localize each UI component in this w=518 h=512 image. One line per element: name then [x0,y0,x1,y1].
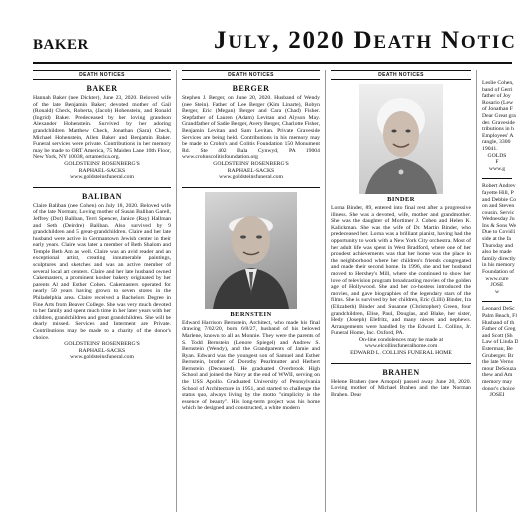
notice-text: thew and Am [482,372,513,379]
section-tag: DEATH NOTICES [33,70,171,80]
notice-desouza [482,306,518,399]
notice-text: Leonard DeSc [482,306,515,313]
notice-separator [482,178,512,179]
notice-text: rangle, 3300 [482,139,511,146]
notice-text: Esterman, Be [482,345,513,352]
notice-name: BRAHEN [382,367,420,377]
notice-text: Law of Linda D [482,339,518,346]
notice-text: donor's choice [482,385,515,392]
funeral-home: RAPHAEL-SACKS [78,167,126,174]
column-divider [476,70,477,512]
notice-text: mour DeSouza [482,365,516,372]
funeral-home-url: www.elcollinsfuneralhome.com [364,343,438,350]
funeral-home: F [495,159,499,166]
column-4 [482,70,518,512]
notice-text: and Scott (Sh [482,332,513,339]
notice-text: Ins & Sons We [482,222,517,229]
notice-text: Thursday and [482,242,514,249]
notice-text: Wednesday Ju [482,216,515,223]
notice-text: tributions in h [482,126,514,133]
notice-name: BALIBAN [82,191,122,201]
funeral-home-url: www.goldsteinsfuneral.com [70,174,134,181]
notice-separator [33,187,171,188]
notice-brahen [331,368,471,399]
photo-caption: BINDER [387,196,415,203]
notice-text: the late Verno [482,359,514,366]
notice-text: Robert Andrev [482,183,516,190]
notice-text: Helene Brahen (nee Arnopol) passed away June 20, 2020. Loving mother of Michael Brahen and the late Norman Brahen. Dear [331,378,471,398]
notice-text: der. Graveside [482,119,515,126]
funeral-home-url: www.g [488,165,506,172]
notice-text: Palm Beach, Fl [482,313,517,319]
notice-binder [331,84,471,357]
funeral-home: GOLDSTEINS' ROSENBERG'S [64,160,140,167]
funeral-home: RAPHAEL-SACKS [78,347,126,354]
notice-text: family directly [482,255,516,262]
notice-text: Rosario (Lew [482,99,514,106]
notice-text: memory may [482,378,513,385]
notice-text: Husband of th [482,319,515,326]
notice-andrews [482,183,517,295]
notice-baliban [33,192,171,361]
notice-text: Employees' A [482,132,514,139]
notice-text: and Debbie Co [482,196,517,203]
notice-separator [331,363,471,364]
funeral-home: GOLDSTEINS' ROSENBERG'S [213,160,289,167]
notice-text: on and Steven [482,203,515,210]
portrait-photo [359,84,443,194]
notice-text: Leslie Cohen, [482,80,514,86]
column-divider [176,70,177,512]
notice-name: BAKER [86,84,118,93]
funeral-home: EDWARD L. COLLINS FUNERAL HOME [350,350,452,357]
funeral-home: JOSE [490,282,504,289]
funeral-home: GOLDSTEINS' ROSENBERG'S [64,341,140,348]
portrait-photo [205,192,297,309]
notice-text: 19041. [482,145,498,152]
section-tag: DEATH NOTICES [182,70,320,80]
notice-baker [33,84,171,181]
running-head: BAKER [33,37,89,53]
notice-text: Stephen J. Berger, on June 20, 2020. Husband of Wendy (nee Stein). Father of Lee Berger (Kim Linarte), Robyn Berger, Eric (Megan) Berger and Cara (Chad) Fisher. Stepfather of Lauren (Adam) Levitan and Alyson May. Grandfather of Sadie Berger, Avery Berger, Charlotte Fisher, Benjamin Levitan and Sam Levitan. Private Graveside Services are being held. Contributions in his memory may be made to Crohn's and Colitis Foundation 150 Monument Rd. Ste 402 Bala Cynwyd, PA 19004 www.crohnscolitisfoundation.org [182,95,320,161]
funeral-home-url: w [494,288,500,295]
notice-text: Edward Harrison Bernstein, Architect, who made his final drawing 7/02/20, born 6/8/27, husband of his beloved Marlene, known to all as Monnie. They were the parents of S. Todd Bernstein (Lenore Spiegel) and Andrew S. Bernstein (Wendy), and the Grandparents of Jamie and Ryan. Edward was the youngest son of Samuel and Esther Bernstein, brother of Dorothy Pearlmutter and Herbert Bernstein (Deceased). He graduated Overbrook High School and joined the Navy at the end of WWII, serving on the USS Apollo. Graduated University of Pennsylvania School of Architecture in 1951, and started to challenge the status quo, always living by the motto "simplicity is the essence of beauty". His long-term project was his home which he designed and constructed, a white modern [182,319,320,412]
notice-separator [182,187,320,188]
column-divider [325,70,326,512]
notice-text: Due to Covid1 [482,229,516,236]
funeral-home: RAPHAEL-SACKS [227,167,275,174]
notice-berger [182,84,320,181]
funeral-home-url: www.goldsteinsfuneral.com [70,354,134,361]
notice-text: side at the fa [482,236,511,243]
photo-caption: BERNSTEIN [230,310,272,318]
condolence-line: On-line condolences may be made at [358,336,444,343]
column-2 [182,70,320,512]
notice-text: of Jonathan F [482,106,513,113]
notice-text: Father of Greg [482,326,516,333]
notice-text: Gruberger. Br [482,352,514,359]
notice-name: BERGER [232,84,270,93]
notice-text: in his memory [482,262,515,269]
header-rule [33,62,512,64]
notice-cohen [482,80,516,172]
funeral-home-url: www.cure [485,275,509,282]
notice-bernstein [182,192,320,412]
funeral-home: GOLDS [487,152,507,159]
notice-text: Lorna Binder, 89, entered into final rest after a progressive illness. She was a devoted, wife, mother and grandmother. She was the daughter of Mortimer J. Cohen and Helen K. Kalickman. She was the wife of Dr. Martin Binder, who predeceased her. Lorna was a brilliant pianist, having had the opportunity to work with a New York City orchestra. Most of her adult life was spent in West Bradford, where one of her proudest achievements was that her home was the place in the neighborhood where her children's friends congregated and made their second home. In 1996, she and her husband moved to Hershey's Mill, where she continued to show her love of television program broadcasting movies of the golden age of Hollywood. She and her co-hostess introduced the movies, and gave biographies of the legendary stars of the films. She is survived by her children, Eric (Lilli) Binder, Ira (Elizabeth) Binder and Susanne (Christopher) Green, four grandchildren, Elise, Paul, Douglas, and Blake, her sister, Hedy (Joseph) Elefritz, and many nieces and nephews. Arrangements were handled by the Edward L. Collins, Jr. Funeral Home, Inc. Oxford, PA. [331,205,471,337]
notice-text: band of Gerri [482,86,513,93]
column-3 [331,70,471,512]
notice-separator [482,301,512,302]
notice-text: Claire Baliban (nee Cohen) on July 18, 2020. Beloved wife of the late Norman; Loving mother of Susan Baliban Garell, Jeffrey (Dot) Baliban, Terri Spencer, Janice (Ray) Hallman and Seth (Deirdre) Baliban. Also survived by 9 grandchildren and 5 great-grandchildren. Claire and her late husband were active in Germantown Jewish center in their early years. Claire was later a member of Beth Shalom and Temple Beth Am as well. Claire was an avid reader and an exceptional artist, creating innumerable paintings, sculptures and sketches and was an active member of several local art centers. Claire and her late husband owned Cakemasters, a prominent kosher bakery originated by her parents Al and Esther Cohen. Cakemasters operated for nearly 50 years having grown to seven stores in the Philadelphia area. Claire received a Bachelors Degree in Fine Arts from Beaver College. She was very much devoted to her family and spent much time in her later years with her children, grandchildren and great grandchildren. She will be dearly missed. Services and Interment are Private. Contributions may be made to a charity of the donor's choice. [33,202,171,341]
notice-text: fayette Hill, P [482,189,514,196]
column-1 [33,70,171,512]
notice-text: also be made [482,249,512,256]
page-title: JULY, 2020 DEATH NOTIC [214,27,517,54]
notice-text: Foundation of [482,269,515,276]
notice-text: father of Joy [482,93,511,100]
section-tag: DEATH NOTICES [331,70,471,80]
notice-text: Hannah Baker (nee Dickter), June 23, 2020. Beloved wife of the late Benjamin Baker; devoted mother of Gail (Ronald) Check, Roberta, (Jacob) Hohenstein, and Ronald (Ingrid) Baker. Predeceased by her loving grandson Alexander Hohenstein. Survived by her adoring grandchildren Matthew Check, Jonathan (Sara) Check, Michael Hohenstein, Allen Baker and Benjamin Baker. Funeral services were private. Contributions in her memory may be made to ORT America, 75 Maiden Lane 10th Floor, New York, NY 10038, ortamerica.org. [33,95,171,161]
funeral-home-url: www.goldsteinsfuneral.com [219,174,283,181]
notice-text: cousin. Servic [482,209,515,216]
funeral-home: JOSEI [489,392,505,399]
notice-text: Dear Great gra [482,112,516,119]
